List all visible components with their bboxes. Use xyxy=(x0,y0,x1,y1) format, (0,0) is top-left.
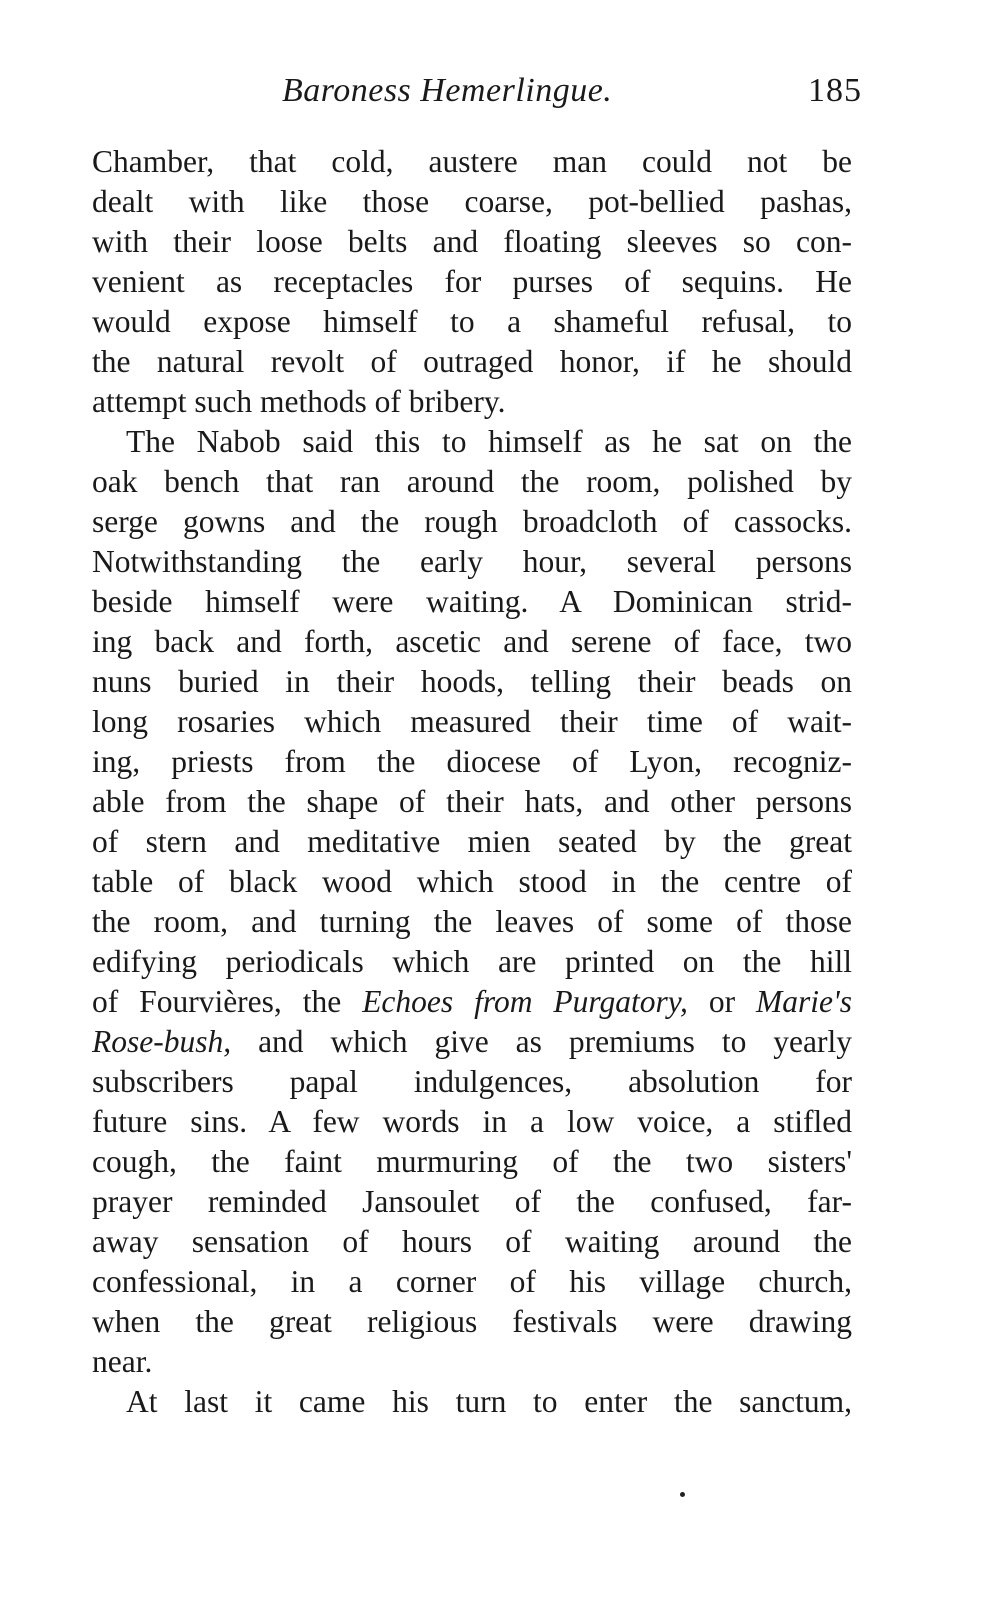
text-line: serge gowns and the rough broadcloth of cassocks. xyxy=(92,504,852,539)
text-line: long rosaries which measured their time of wait- xyxy=(92,704,852,739)
page-number: 185 xyxy=(808,72,862,109)
text-line: ing back and forth, ascetic and serene of face, two xyxy=(92,624,852,659)
text-line: when the great religious festivals were drawing xyxy=(92,1304,852,1339)
paragraph-end-line: near. xyxy=(92,1344,153,1379)
text-line: Chamber, that cold, austere man could not be xyxy=(92,144,852,179)
text-line: prayer reminded Jansoulet of the confused, far- xyxy=(92,1184,852,1219)
ink-speck xyxy=(680,1492,685,1497)
running-head xyxy=(92,72,862,120)
text-line-with-titles xyxy=(92,982,852,1022)
running-title: Baroness Hemerlingue. xyxy=(282,72,613,109)
periodical-title: Echoes from Purgatory, xyxy=(362,984,688,1019)
text-line: subscribers papal indulgences, absolution for xyxy=(92,1064,852,1099)
text-line: future sins. A few words in a low voice, a stifled xyxy=(92,1104,852,1139)
text-fragment: or xyxy=(687,984,757,1019)
text-line: of stern and meditative mien seated by the great xyxy=(92,824,852,859)
text-fragment: and which give as premiums to yearly xyxy=(231,1024,852,1059)
text-line: confessional, in a corner of his village church, xyxy=(92,1264,852,1299)
body-text xyxy=(92,142,852,1422)
text-line: the room, and turning the leaves of some of those xyxy=(92,904,852,939)
periodical-title: Marie's xyxy=(756,984,852,1019)
periodical-title: Rose-bush, xyxy=(92,1024,232,1059)
text-line: edifying periodicals which are printed on the hill xyxy=(92,944,852,979)
text-fragment: of Fourvières, the xyxy=(92,984,363,1019)
text-line: dealt with like those coarse, pot-bellied pashas, xyxy=(92,184,852,219)
text-line: cough, the faint murmuring of the two sisters' xyxy=(92,1144,852,1179)
text-line: ing, priests from the diocese of Lyon, recogniz- xyxy=(92,744,852,779)
text-line: with their loose belts and floating sleeves so con- xyxy=(92,224,852,259)
text-line: oak bench that ran around the room, polished by xyxy=(92,464,852,499)
text-line-with-title xyxy=(92,1022,852,1062)
paragraph-end-line: attempt such methods of bribery. xyxy=(92,384,506,419)
paragraph-start-line: At last it came his turn to enter the sanctum, xyxy=(126,1384,852,1419)
text-line: venient as receptacles for purses of sequins. He xyxy=(92,264,852,299)
text-line: beside himself were waiting. A Dominican strid- xyxy=(92,584,852,619)
text-line: away sensation of hours of waiting around the xyxy=(92,1224,852,1259)
paragraph-start-line: The Nabob said this to himself as he sat on the xyxy=(126,424,852,459)
text-line: Notwithstanding the early hour, several persons xyxy=(92,544,852,579)
text-line: able from the shape of their hats, and other persons xyxy=(92,784,852,819)
text-line: would expose himself to a shameful refusal, to xyxy=(92,304,852,339)
text-line: the natural revolt of outraged honor, if he should xyxy=(92,344,852,379)
text-line: nuns buried in their hoods, telling their beads on xyxy=(92,664,852,699)
text-line: table of black wood which stood in the centre of xyxy=(92,864,852,899)
